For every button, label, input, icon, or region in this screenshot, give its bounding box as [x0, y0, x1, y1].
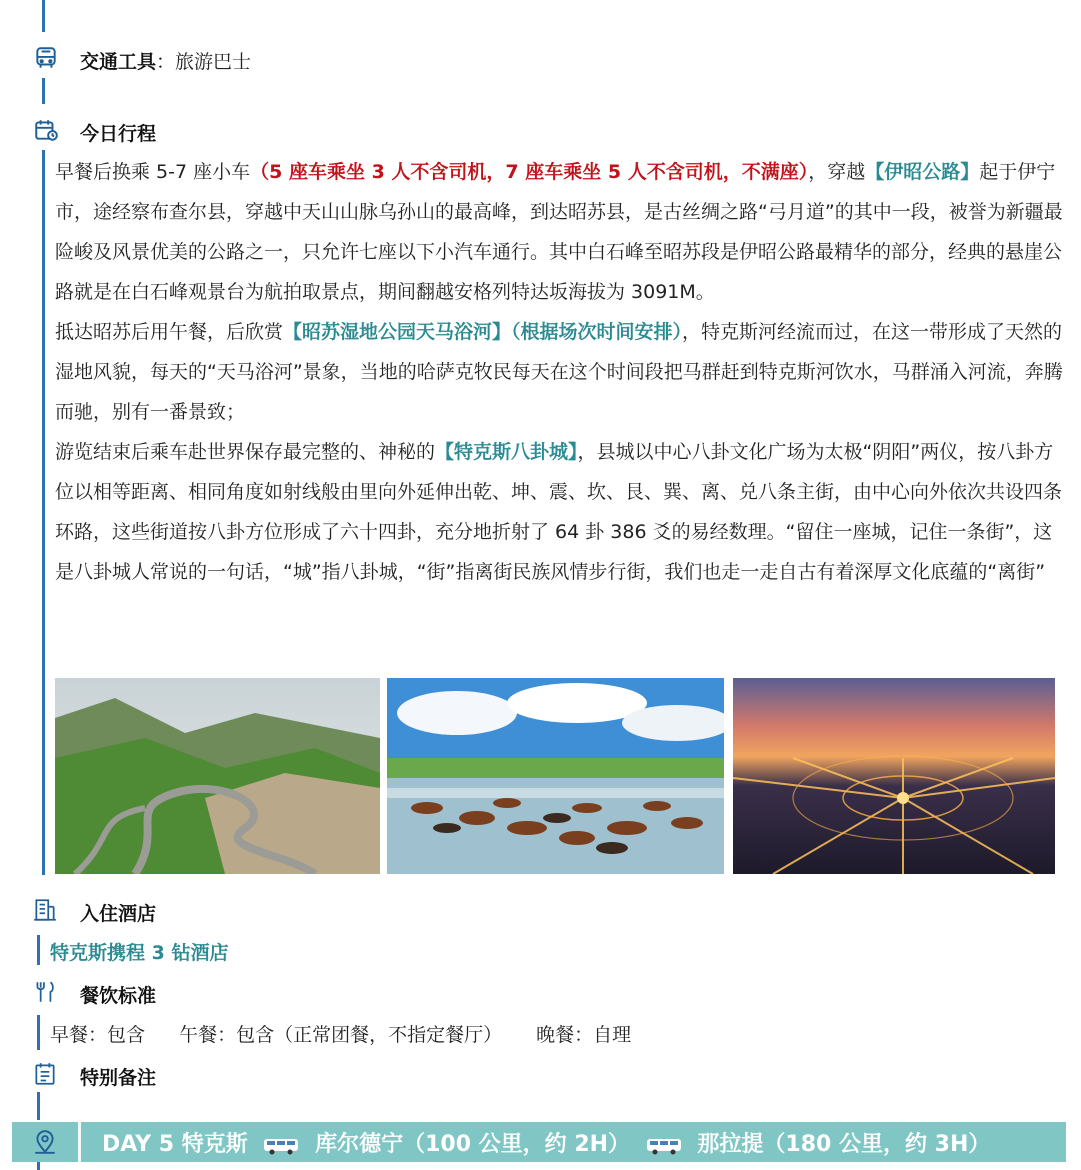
- bus-icon: [33, 45, 59, 71]
- p1-text-a: 早餐后换乘 5-7 座小车: [55, 161, 251, 183]
- building-icon: [32, 897, 58, 923]
- calendar-icon: [33, 117, 59, 143]
- photo-bagua-city-night: [733, 678, 1055, 874]
- p1-text-c: ，穿越: [808, 161, 866, 183]
- day-banner: [12, 1122, 1066, 1162]
- p1-vehicle-note: （5 座车乘坐 3 人不含司机，7 座车乘坐 5 人不含司机，不满座）: [250, 161, 809, 183]
- day-title: DAY 5 特克斯: [102, 1132, 248, 1157]
- day-route: [102, 1127, 990, 1158]
- p3-highlight-bagua: 【特克斯八卦城】: [435, 441, 578, 463]
- transport-label-text: 交通工具: [80, 51, 157, 73]
- transport-separator: ：: [156, 51, 176, 73]
- meals-label: 餐饮标准: [80, 985, 157, 1007]
- timeline-line-bottom: [37, 1162, 40, 1170]
- itinerary-label: 今日行程: [80, 123, 157, 145]
- transport-value: 旅游巴士: [175, 51, 252, 73]
- notes-label: 特别备注: [80, 1067, 157, 1089]
- photo-horses-river: [387, 678, 724, 874]
- tour-bus-icon: [646, 1136, 682, 1154]
- p1-highlight-road: 【伊昭公路】: [865, 161, 980, 183]
- meal-dinner: 晚餐：自理: [536, 1024, 632, 1046]
- timeline-line-meals: [37, 1015, 40, 1050]
- day-leg-2: 那拉提（180 公里，约 3H）: [697, 1132, 991, 1157]
- meal-breakfast: 早餐：包含: [50, 1024, 146, 1046]
- hotel-name: 特克斯携程 3 钻酒店: [50, 942, 229, 964]
- timeline-line-top: [42, 0, 45, 32]
- notes-icon: [32, 1061, 58, 1087]
- p3-text-c: ，县城以中心八卦文化广场为太极“阴阳”两仪，按八卦方位以相等距离、相同角度如射线般由里向外延伸出乾、坤、震、坎、艮、巽、离、兑八条主街，由中心向外依次共设四条环路，这些街道按八卦方位形成了六十四卦，充分地折射了 64 卦 386 爻的易经数理。“留住一座城，记住一条街”，这是八卦城人常说的一句话，“城”指八卦城，“街”指离街民族风情步行街，我们也走一走自古有着深厚文化底蕴的“离街”: [55, 441, 1063, 583]
- itinerary-body: [55, 152, 1063, 592]
- day-banner-divider: [78, 1122, 81, 1162]
- map-pin-icon: [32, 1129, 58, 1155]
- photo-mountain-road: [55, 678, 380, 874]
- meals-details: [50, 1020, 659, 1047]
- p2-text-a: 抵达昭苏后用午餐，后欣赏: [55, 321, 284, 343]
- fork-knife-icon: [32, 979, 58, 1005]
- transport-label: [80, 47, 251, 74]
- meal-lunch: 午餐：包含（正常团餐，不指定餐厅）: [179, 1024, 503, 1046]
- day-leg-1: 库尔德宁（100 公里，约 2H）: [315, 1132, 631, 1157]
- tour-bus-icon: [263, 1136, 299, 1154]
- p3-text-a: 游览结束后乘车赴世界保存最完整的、神秘的: [55, 441, 436, 463]
- itinerary-paragraph-1: [55, 152, 1063, 312]
- hotel-label: 入住酒店: [80, 903, 157, 925]
- timeline-line-itinerary: [42, 150, 45, 875]
- p2-highlight-wetland: 【昭苏湿地公园天马浴河】（根据场次时间安排）: [283, 321, 683, 343]
- timeline-line-notes: [37, 1092, 40, 1120]
- timeline-line-hotel: [37, 935, 40, 965]
- itinerary-paragraph-3: [55, 432, 1063, 592]
- timeline-line-transport: [42, 78, 45, 104]
- p1-text-e: 起于伊宁市，途经察布查尔县，穿越中天山山脉乌孙山的最高峰，到达昭苏县，是古丝绸之路“弓月道”的其中一段，被誉为新疆最险峻及风景优美的公路之一，只允许七座以下小汽车通行。其中白石峰至昭苏段是伊昭公路最精华的部分，经典的悬崖公路就是在白石峰观景台为航拍取景点，期间翻越安格列特达坂海拔为 3091M。: [55, 161, 1063, 303]
- itinerary-paragraph-2: [55, 312, 1063, 432]
- p2-text-c: ，特克斯河经流而过，在这一带形成了天然的湿地风貌，每天的“天马浴河”景象，当地的哈萨克牧民每天在这个时间段把马群赶到特克斯河饮水，马群涌入河流，奔腾而驰，别有一番景致；: [55, 321, 1063, 423]
